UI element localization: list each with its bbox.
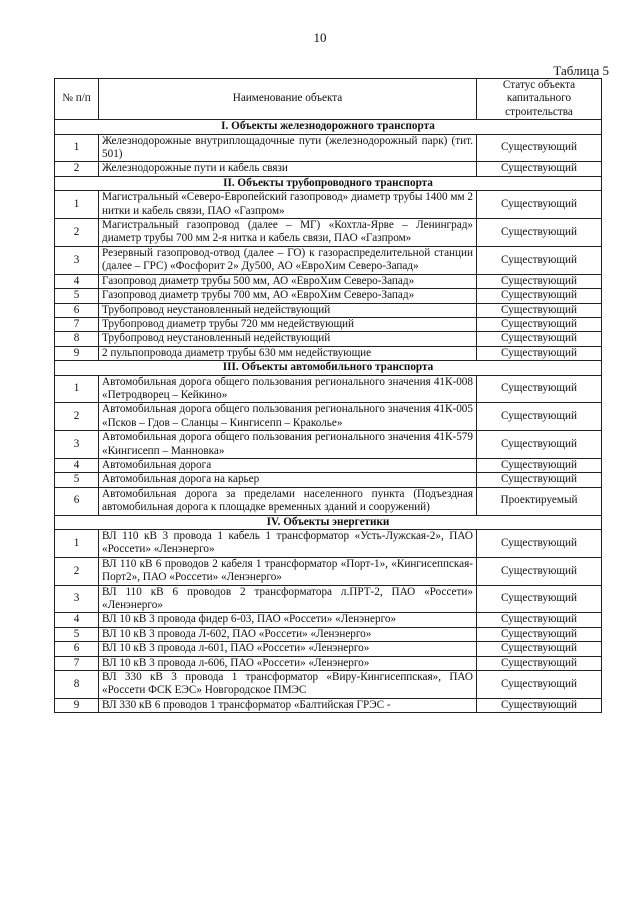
row-number: 8	[55, 332, 99, 346]
object-name: Автомобильная дорога	[99, 458, 477, 472]
object-status: Существующий	[477, 557, 602, 585]
object-status: Существующий	[477, 134, 602, 162]
object-name: ВЛ 10 кВ 3 провода л-601, ПАО «Россети» «Ленэнерго»	[99, 642, 477, 656]
table-row	[55, 134, 602, 162]
object-status: Существующий	[477, 303, 602, 317]
object-name: ВЛ 330 кВ 3 провода 1 трансформатор «Виру-Кингисеппская», ПАО «Россети ФСК ЕЭС» Новгородское ПМЭС	[99, 671, 477, 699]
row-number: 5	[55, 627, 99, 641]
table-row	[55, 557, 602, 585]
object-status: Существующий	[477, 698, 602, 712]
section-title: II. Объекты трубопроводного транспорта	[55, 176, 602, 190]
table-row	[55, 656, 602, 670]
object-name: Резервный газопровод-отвод (далее – ГО) к газораспределительной станции (далее – ГРС) «Фосфорит 2» Ду500, АО «ЕвроХим Северо-Запад»	[99, 246, 477, 274]
object-name: ВЛ 110 кВ 3 провода 1 кабель 1 трансформатор «Усть-Лужская-2», ПАО «Россети» «Ленэнерго»	[99, 530, 477, 558]
object-name: ВЛ 330 кВ 6 проводов 1 трансформатор «Балтийская ГРЭС -	[99, 698, 477, 712]
object-status: Существующий	[477, 613, 602, 627]
table-row	[55, 530, 602, 558]
object-status: Существующий	[477, 274, 602, 288]
row-number: 4	[55, 613, 99, 627]
object-name: Автомобильная дорога общего пользования регионального значения 41К-579 «Кингисепп – Манновка»	[99, 431, 477, 459]
header-name: Наименование объекта	[99, 79, 477, 120]
row-number: 3	[55, 585, 99, 613]
table-row	[55, 431, 602, 459]
object-status: Существующий	[477, 219, 602, 247]
object-name: Железнодорожные внутриплощадочные пути (железнодорожный парк) (тит. 501)	[99, 134, 477, 162]
table-row	[55, 375, 602, 403]
table-row	[55, 671, 602, 699]
section-header-row	[55, 515, 602, 529]
section-header-row	[55, 176, 602, 190]
object-name: Железнодорожные пути и кабель связи	[99, 162, 477, 176]
row-number: 6	[55, 303, 99, 317]
object-status: Существующий	[477, 530, 602, 558]
table-header-row	[55, 79, 602, 120]
header-status: Статус объекта капитального строительства	[477, 79, 602, 120]
object-status: Существующий	[477, 473, 602, 487]
table-row	[55, 585, 602, 613]
object-name: ВЛ 10 кВ 3 провода л-606, ПАО «Россети» «Ленэнерго»	[99, 656, 477, 670]
object-status: Существующий	[477, 431, 602, 459]
object-status: Существующий	[477, 642, 602, 656]
object-status: Существующий	[477, 375, 602, 403]
object-name: ВЛ 110 кВ 6 проводов 2 кабеля 1 трансформатор «Порт-1», «Кингисеппская-Порт2», ПАО «Россети» «Ленэнерго»	[99, 557, 477, 585]
row-number: 7	[55, 656, 99, 670]
section-header-row	[55, 120, 602, 134]
object-name: Трубопровод неустановленный недействующий	[99, 303, 477, 317]
row-number: 4	[55, 274, 99, 288]
row-number: 1	[55, 134, 99, 162]
object-status: Существующий	[477, 671, 602, 699]
row-number: 4	[55, 458, 99, 472]
table-row	[55, 246, 602, 274]
object-name: ВЛ 10 кВ 3 провода Л-602, ПАО «Россети» «Ленэнерго»	[99, 627, 477, 641]
table-row	[55, 317, 602, 331]
object-name: Газопровод диаметр трубы 700 мм, АО «ЕвроХим Северо-Запад»	[99, 289, 477, 303]
row-number: 9	[55, 698, 99, 712]
object-status: Существующий	[477, 458, 602, 472]
row-number: 3	[55, 246, 99, 274]
table-body	[55, 120, 602, 713]
row-number: 2	[55, 403, 99, 431]
page-number: 10	[313, 30, 327, 45]
table-row	[55, 627, 602, 641]
object-status: Проектируемый	[477, 487, 602, 515]
object-name: Автомобильная дорога за пределами населенного пункта (Подъездная автомобильная дорога к площадке временных зданий и сооружений)	[99, 487, 477, 515]
table-row	[55, 274, 602, 288]
object-status: Существующий	[477, 317, 602, 331]
row-number: 9	[55, 346, 99, 360]
object-status: Существующий	[477, 162, 602, 176]
object-status: Существующий	[477, 289, 602, 303]
row-number: 3	[55, 431, 99, 459]
object-name: Автомобильная дорога общего пользования регионального значения 41К-008 «Петродворец – Кейкино»	[99, 375, 477, 403]
section-header-row	[55, 361, 602, 375]
table-row	[55, 191, 602, 219]
section-title: I. Объекты железнодорожного транспорта	[55, 120, 602, 134]
object-status: Существующий	[477, 656, 602, 670]
object-name: Автомобильная дорога на карьер	[99, 473, 477, 487]
object-name: Трубопровод диаметр трубы 720 мм недействующий	[99, 317, 477, 331]
table-row	[55, 289, 602, 303]
row-number: 2	[55, 557, 99, 585]
table-row	[55, 219, 602, 247]
object-status: Существующий	[477, 332, 602, 346]
object-status: Существующий	[477, 585, 602, 613]
table-row	[55, 642, 602, 656]
table-row	[55, 403, 602, 431]
row-number: 5	[55, 289, 99, 303]
object-status: Существующий	[477, 191, 602, 219]
section-title: III. Объекты автомобильного транспорта	[55, 361, 602, 375]
objects-table	[54, 78, 602, 713]
table-row	[55, 162, 602, 176]
row-number: 2	[55, 162, 99, 176]
object-status: Существующий	[477, 346, 602, 360]
table-row	[55, 698, 602, 712]
table-row	[55, 473, 602, 487]
table-label: Таблица 5	[553, 63, 609, 78]
row-number: 1	[55, 530, 99, 558]
table-row	[55, 613, 602, 627]
table-row	[55, 458, 602, 472]
object-name: Магистральный газопровод (далее – МГ) «Кохтла-Ярве – Ленинград» диаметр трубы 700 мм 2-я нитка и кабель связи, ПАО «Газпром»	[99, 219, 477, 247]
table-row	[55, 332, 602, 346]
row-number: 1	[55, 191, 99, 219]
section-title: IV. Объекты энергетики	[55, 515, 602, 529]
row-number: 7	[55, 317, 99, 331]
header-num: № п/п	[55, 79, 99, 120]
table-row	[55, 487, 602, 515]
row-number: 6	[55, 487, 99, 515]
row-number: 1	[55, 375, 99, 403]
object-name: Магистральный «Северо-Европейский газопровод» диаметр трубы 1400 мм 2 нитки и кабель связи, ПАО «Газпром»	[99, 191, 477, 219]
row-number: 5	[55, 473, 99, 487]
row-number: 8	[55, 671, 99, 699]
object-name: ВЛ 10 кВ 3 провода фидер 6-03, ПАО «Россети» «Ленэнерго»	[99, 613, 477, 627]
table-row	[55, 303, 602, 317]
object-name: Автомобильная дорога общего пользования регионального значения 41К-005 «Псков – Гдов – Сланцы – Кингисепп – Краколье»	[99, 403, 477, 431]
table-row	[55, 346, 602, 360]
object-name: Трубопровод неустановленный недействующий	[99, 332, 477, 346]
object-name: 2 пульпопровода диаметр трубы 630 мм недействующие	[99, 346, 477, 360]
object-name: Газопровод диаметр трубы 500 мм, АО «ЕвроХим Северо-Запад»	[99, 274, 477, 288]
object-name: ВЛ 110 кВ 6 проводов 2 трансформатора л.ПРТ-2, ПАО «Россети» «Ленэнерго»	[99, 585, 477, 613]
object-status: Существующий	[477, 246, 602, 274]
row-number: 6	[55, 642, 99, 656]
object-status: Существующий	[477, 403, 602, 431]
object-status: Существующий	[477, 627, 602, 641]
row-number: 2	[55, 219, 99, 247]
